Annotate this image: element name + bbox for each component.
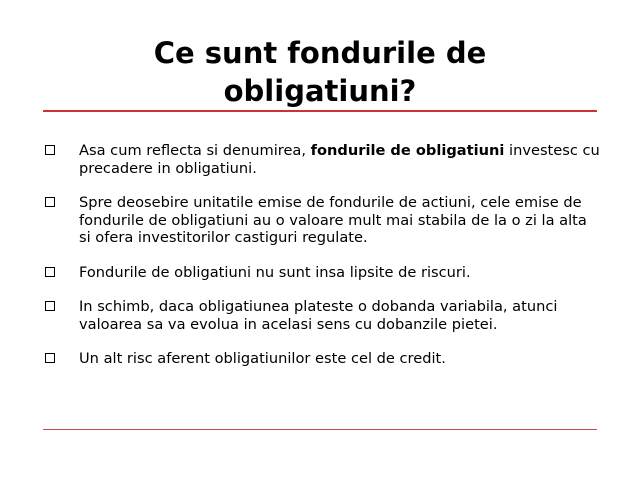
bullet-item-3: [43, 264, 603, 282]
bullet-1-text-before: Asa cum reflecta si denumirea,: [79, 142, 311, 159]
bullet-1-text-bold: fondurile de obligatiuni: [310, 142, 505, 159]
footer-divider: [43, 429, 597, 430]
bullet-item-1: [43, 142, 603, 177]
bullet-item-2: [43, 194, 603, 247]
hollow-square-icon: [45, 353, 55, 363]
bullet-list: [43, 142, 603, 385]
bullet-5-text: Un alt risc aferent obligatiunilor este cel de credit.: [79, 350, 446, 367]
slide-title-line-2: obligatiuni?: [223, 74, 417, 108]
slide-title-line-1: Ce sunt fondurile de: [153, 36, 487, 70]
bullet-1-text-after: investesc cu precadere in obligatiuni.: [79, 142, 600, 177]
hollow-square-icon: [45, 145, 55, 155]
hollow-square-icon: [45, 197, 55, 207]
bullet-2-text: Spre deosebire unitatile emise de fondurile de actiuni, cele emise de fondurile de obligatiuni au o valoare mult mai stabila de la o zi la alta si ofera investitorilor castiguri regulate.: [79, 194, 587, 246]
hollow-square-icon: [45, 301, 55, 311]
title-divider: [43, 110, 597, 112]
slide-title: [60, 34, 580, 110]
bullet-item-5: [43, 350, 603, 368]
bullet-item-4: [43, 298, 603, 333]
hollow-square-icon: [45, 267, 55, 277]
bullet-4-text: In schimb, daca obligatiunea plateste o dobanda variabila, atunci valoarea sa va evolua in acelasi sens cu dobanzile pietei.: [79, 298, 558, 333]
bullet-3-text: Fondurile de obligatiuni nu sunt insa lipsite de riscuri.: [79, 263, 471, 281]
